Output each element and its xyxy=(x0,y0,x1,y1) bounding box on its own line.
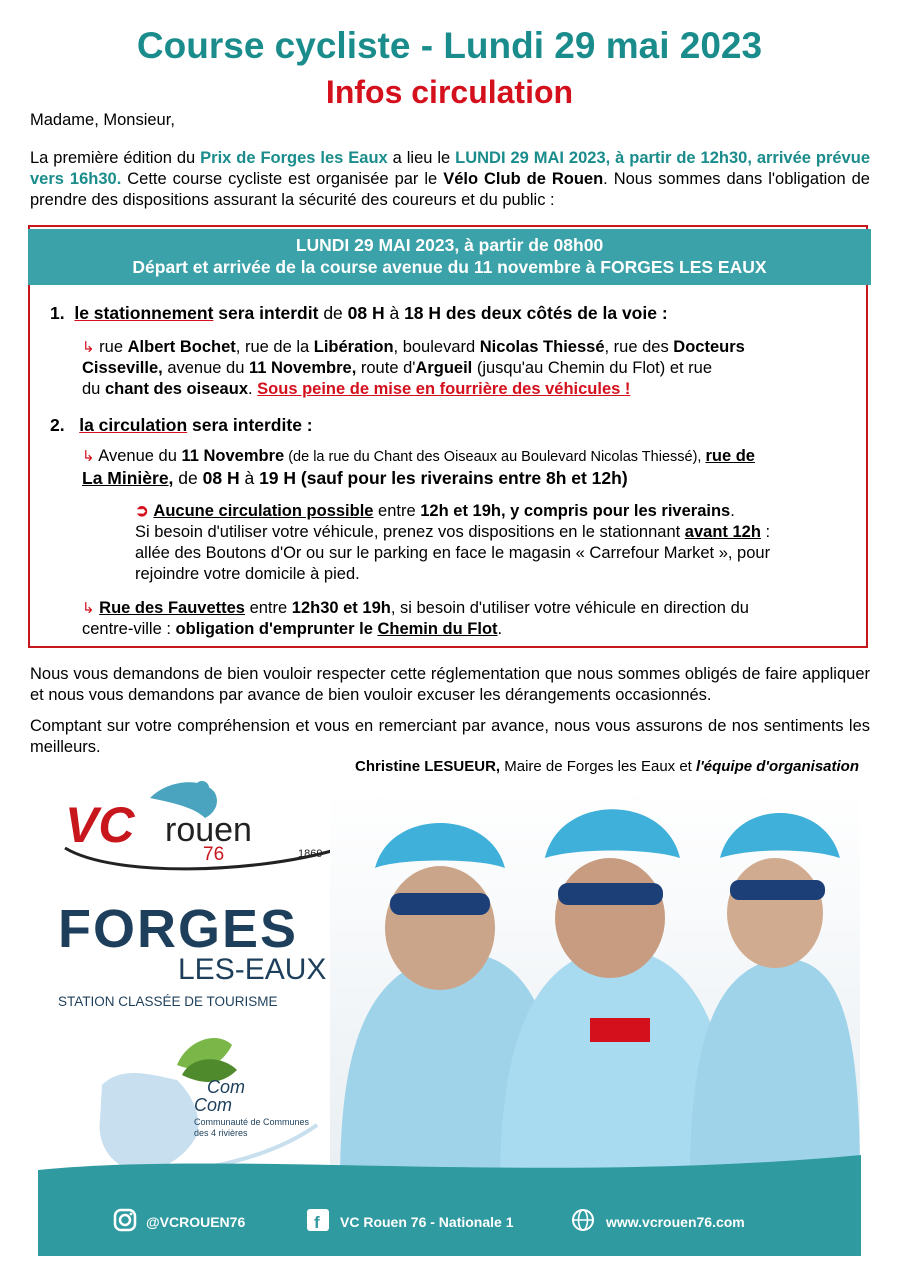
text: avenue du xyxy=(162,359,249,377)
team-label: l'équipe d'organisation xyxy=(696,758,859,775)
page-subtitle: Infos circulation xyxy=(325,74,574,110)
text: . xyxy=(730,502,735,520)
text: rue xyxy=(99,338,128,356)
text: Argueil xyxy=(415,359,473,377)
no-traffic-block xyxy=(135,501,864,585)
intro-paragraph xyxy=(30,148,870,211)
item-number: 2. xyxy=(50,415,65,435)
greeting: Madame, Monsieur, xyxy=(30,111,175,129)
forges-text: FORGES xyxy=(58,899,299,959)
text: Albert Bochet xyxy=(127,338,236,356)
text: Cette course cycliste est organisée par le xyxy=(121,170,444,188)
text: obligation d'emprunter le xyxy=(175,620,378,638)
text: 12h et 19h, y compris pour les riverains xyxy=(420,502,731,520)
text: (jusqu'au Chemin du Flot) et rue xyxy=(472,359,713,377)
cc-text-1: Communauté de Communes xyxy=(194,1117,310,1127)
closing-paragraph-2: Comptant sur votre compréhension et vous en remerciant par avance, nous vous assurons de nos sentiments les meilleurs. xyxy=(30,717,870,756)
cc-text-2: des 4 rivières xyxy=(194,1128,248,1138)
text: rue de xyxy=(705,447,755,465)
event-name: Prix de Forges les Eaux xyxy=(200,149,388,167)
les-eaux-text: LES-EAUX xyxy=(178,953,327,986)
line: allée des Boutons d'Or ou sur le parking en face le magasin « Carrefour Market », pour xyxy=(135,544,771,562)
text: sera interdit xyxy=(213,303,324,323)
text: 11 Novembre xyxy=(181,447,285,465)
text: Rue des Fauvettes xyxy=(99,599,245,617)
text: a lieu le xyxy=(387,149,456,167)
text: Chemin du Flot xyxy=(377,620,498,638)
text: avant 12h xyxy=(684,523,761,541)
text: du xyxy=(82,380,105,398)
line xyxy=(135,501,864,522)
signature xyxy=(355,758,859,775)
website-link[interactable]: www.vcrouen76.com xyxy=(606,1214,745,1230)
traffic-label: la circulation xyxy=(79,415,188,435)
parking-label: le stationnement xyxy=(74,303,214,323)
line xyxy=(82,358,855,379)
parking-streets xyxy=(82,337,855,400)
traffic-streets xyxy=(82,446,855,489)
text: 08 H xyxy=(202,468,240,488)
line xyxy=(82,379,855,400)
text: de xyxy=(323,303,348,323)
text: sera interdite : xyxy=(187,415,313,435)
cyclists-photo xyxy=(330,788,860,1183)
box-header-line1: LUNDI 29 MAI 2023, à partir de 08h00 xyxy=(295,235,604,255)
text: La Minière, xyxy=(82,468,174,488)
text: , rue des xyxy=(604,338,674,356)
text: à xyxy=(239,468,260,488)
line xyxy=(135,522,864,543)
info-box-header xyxy=(28,229,871,285)
vc-letters: VC xyxy=(65,797,135,853)
line xyxy=(82,446,855,468)
line xyxy=(82,619,855,640)
arrow-icon: ↳ xyxy=(82,339,95,356)
text: Docteurs xyxy=(673,338,745,356)
event-date: LUNDI 29 MAI 2023, à partir de 12h30, arrivée prévue vers 16h30. xyxy=(30,149,870,188)
text: 11 Novembre, xyxy=(248,359,357,377)
instagram-handle[interactable]: @VCROUEN76 xyxy=(146,1214,246,1230)
text: route d' xyxy=(356,359,416,377)
club-name: Vélo Club de Rouen xyxy=(443,170,604,188)
line xyxy=(82,337,855,358)
line xyxy=(82,598,855,619)
line xyxy=(82,468,855,489)
founding-year: 1869 xyxy=(298,848,323,860)
item-traffic-heading xyxy=(50,414,313,436)
text: chant des oiseaux xyxy=(104,380,248,398)
item-number: 1. xyxy=(50,303,65,323)
closing-paragraph-1: Nous vous demandons de bien vouloir respecter cette réglementation que nous sommes obligés de faire appliquer et nous vous demandons par avance de bien vouloir excuser les dérangements occasionnés. xyxy=(30,665,870,704)
arrow-icon: ↳ xyxy=(82,600,95,617)
line: rejoindre votre domicile à pied. xyxy=(135,565,360,583)
text: entre xyxy=(373,502,421,520)
text: Cisseville, xyxy=(82,359,163,377)
time: 08 H xyxy=(347,303,385,323)
text: Avenue du xyxy=(98,447,182,465)
text: , si besoin d'utiliser votre véhicule en direction du xyxy=(390,599,749,617)
towing-warning: Sous peine de mise en fourrière des véhicules ! xyxy=(257,380,631,398)
text: Nicolas Thiessé xyxy=(479,338,605,356)
signatory-name: Christine LESUEUR, xyxy=(355,758,501,775)
text: de xyxy=(173,468,203,488)
item-parking-heading xyxy=(50,302,668,324)
box-header-line2: Départ et arrivée de la course avenue du 11 novembre à FORGES LES EAUX xyxy=(132,257,767,277)
text: 12h30 et 19h xyxy=(291,599,391,617)
vc-rouen-logo xyxy=(55,778,345,878)
arrow-right-icon: ➲ xyxy=(135,502,149,520)
svg-text:f: f xyxy=(314,1213,320,1232)
signatory-role: Maire de Forges les Eaux et xyxy=(500,758,697,775)
text: , rue de la xyxy=(235,338,314,356)
instagram-icon[interactable] xyxy=(112,1207,138,1233)
text: (de la rue du Chant des Oiseaux au Boulevard Nicolas Thiessé), xyxy=(284,449,706,465)
rouen-number: 76 xyxy=(203,844,225,865)
text: Aucune circulation possible xyxy=(153,502,374,520)
page-title: Course cycliste - Lundi 29 mai 2023 xyxy=(136,25,763,66)
text: 19 H (sauf pour les riverains entre 8h et 12h) xyxy=(259,468,628,488)
text: . Nous sommes dans l'obligation de prendre des dispositions assurant la sécurité des coureurs et du public : xyxy=(30,170,870,209)
time: 18 H des deux côtés de la voie : xyxy=(404,303,668,323)
globe-icon[interactable] xyxy=(570,1207,596,1233)
rouen-text: rouen xyxy=(165,811,252,849)
com1-text: Com xyxy=(207,1077,246,1097)
arrow-icon: ↳ xyxy=(82,448,95,465)
text: entre xyxy=(244,599,292,617)
forges-logo xyxy=(58,898,338,1018)
station-text: STATION CLASSÉE DE TOURISME xyxy=(58,994,278,1009)
text: à xyxy=(384,303,405,323)
text: : xyxy=(760,523,771,541)
text: , boulevard xyxy=(393,338,480,356)
text: . xyxy=(497,620,503,638)
text: Si besoin d'utiliser votre véhicule, prenez vos dispositions en le stationnant xyxy=(135,523,685,541)
text: Libération xyxy=(313,338,394,356)
fauvettes-block xyxy=(82,598,855,640)
text: centre-ville : xyxy=(82,620,176,638)
facebook-page[interactable]: VC Rouen 76 - Nationale 1 xyxy=(340,1214,514,1230)
facebook-icon[interactable] xyxy=(305,1207,331,1233)
text: . xyxy=(248,380,258,398)
com2-text: Com xyxy=(194,1095,233,1115)
text: La première édition du xyxy=(30,149,201,167)
